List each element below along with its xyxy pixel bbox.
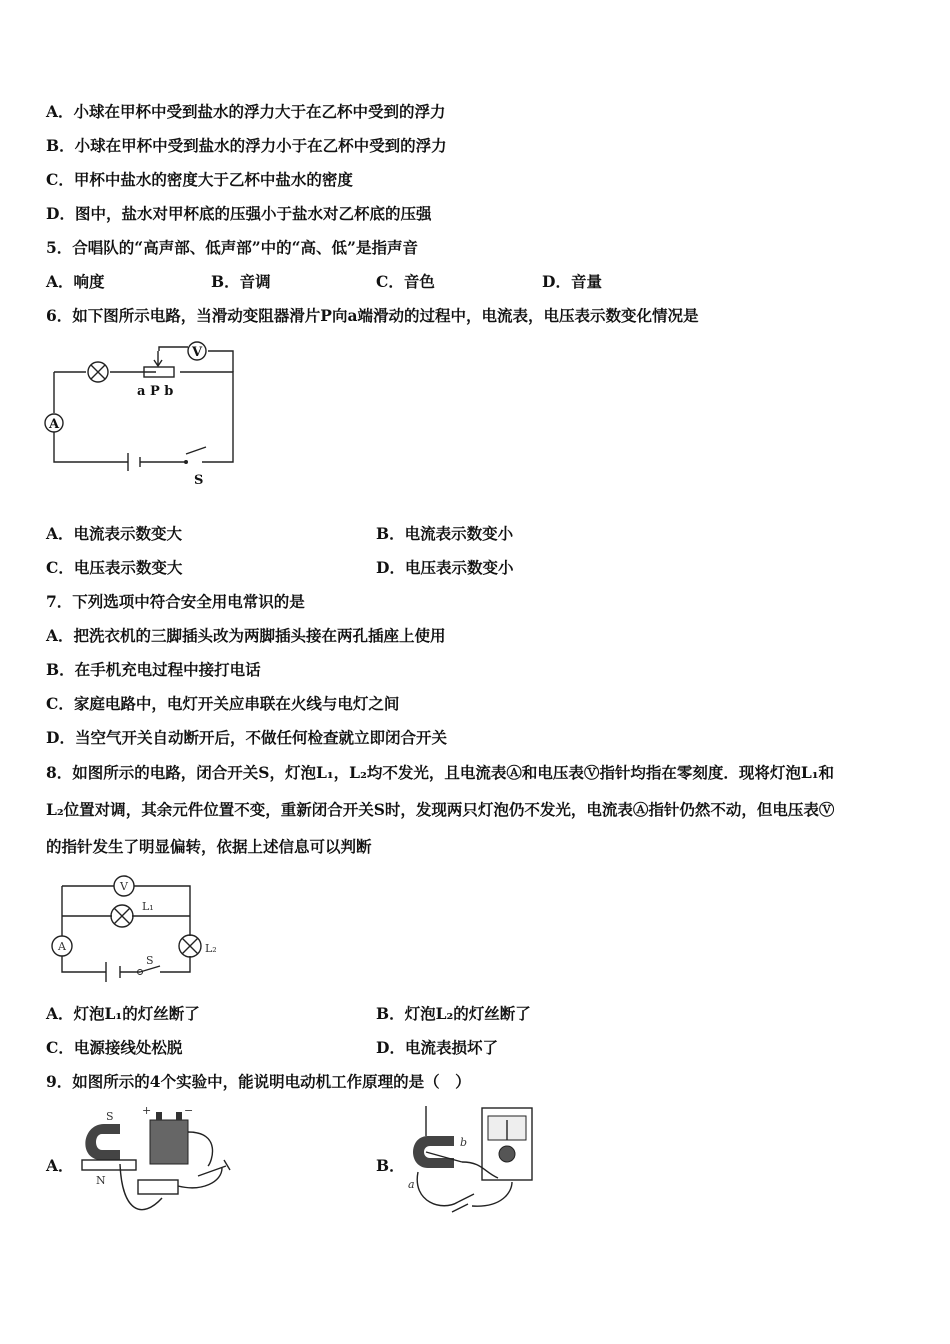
q9a-minus-label: −	[184, 1104, 194, 1117]
q8-option-a: A．灯泡L₁的灯丝断了	[46, 1004, 200, 1023]
q9a-battery-icon	[150, 1120, 188, 1164]
q6-voltmeter-label: V	[192, 345, 203, 360]
q9a-s-label: S	[106, 1110, 114, 1123]
q5-option-b: B．音调	[211, 272, 271, 291]
q9-option-a: A．	[46, 1156, 74, 1175]
q8-stem-line3: 的指针发生了明显偏转，依据上述信息可以判断	[46, 837, 372, 856]
q9-figure-a-magnet-experiment	[72, 1102, 242, 1222]
q6-switch-label: S	[194, 473, 204, 488]
q8-circuit-diagram	[40, 872, 240, 992]
q8-option-d: D．电流表损坏了	[376, 1038, 498, 1057]
q8-voltmeter-label: V	[120, 880, 128, 893]
q8-option-b: B．灯泡L₂的灯丝断了	[376, 1004, 531, 1023]
q9b-horseshoe-magnet-icon	[413, 1136, 454, 1168]
q9-option-b: B．	[376, 1156, 405, 1175]
q6-option-a: A．电流表示数变大	[46, 524, 183, 543]
q8-option-c: C．电源接线处松脱	[46, 1038, 183, 1057]
q9b-b-label: b	[460, 1136, 468, 1149]
q6-option-d: D．电压表示数变小	[376, 558, 514, 577]
q5-stem: 5．合唱队的“高声部、低声部”中的“高、低”是指声音	[46, 238, 418, 257]
q9a-plus-label: +	[142, 1104, 152, 1117]
q5-option-c: C．音色	[376, 272, 435, 291]
q4-option-b: B．小球在甲杯中受到盐水的浮力小于在乙杯中受到的浮力	[46, 136, 447, 155]
q9b-a-label: a	[408, 1178, 415, 1191]
q5-option-d: D．音量	[542, 272, 602, 291]
q6-ammeter-label: A	[49, 417, 60, 432]
q5-option-a: A．响度	[46, 272, 105, 291]
q9-stem: 9．如图所示的4个实验中，能说明电动机工作原理的是（ ）	[46, 1072, 471, 1091]
q6-stem: 6．如下图所示电路，当滑动变阻器滑片P向a端滑动的过程中，电流表，电压表示数变化情况是	[46, 306, 699, 325]
q6-option-b: B．电流表示数变小	[376, 524, 514, 543]
q9a-n-label: N	[96, 1174, 106, 1187]
q8-ammeter-label: A	[58, 940, 66, 953]
q9b-galvanometer-icon	[499, 1146, 515, 1162]
q9a-horseshoe-magnet-icon	[85, 1124, 120, 1160]
q6-apb-label: a P b	[137, 384, 174, 399]
q7-option-c: C．家庭电路中，电灯开关应串联在火线与电灯之间	[46, 694, 400, 713]
q7-stem: 7．下列选项中符合安全用电常识的是	[46, 592, 305, 611]
q7-option-a: A．把洗衣机的三脚插头改为两脚插头接在两孔插座上使用	[46, 626, 446, 645]
q8-stem-line2: L₂位置对调，其余元件位置不变，重新闭合开关S时，发现两只灯泡仍不发光，电流表Ⓐ指针仍然不动，但电压表Ⓥ	[46, 800, 835, 819]
q8-battery-icon	[106, 962, 120, 982]
q4-option-d: D．图中，盐水对甲杯底的压强小于盐水对乙杯底的压强	[46, 204, 432, 223]
q8-switch-label: S	[146, 954, 154, 967]
q6-option-c: C．电压表示数变大	[46, 558, 183, 577]
q9a-switch-icon	[198, 1160, 230, 1176]
q7-option-b: B．在手机充电过程中接打电话	[46, 660, 261, 679]
q9a-rheostat-icon	[138, 1180, 178, 1194]
q4-option-a: A．小球在甲杯中受到盐水的浮力大于在乙杯中受到的浮力	[46, 102, 446, 121]
q7-option-d: D．当空气开关自动断开后，不做任何检查就立即闭合开关	[46, 728, 447, 747]
q6-battery-icon	[128, 453, 140, 471]
q8-stem-line1: 8．如图所示的电路，闭合开关S，灯泡L₁，L₂均不发光，且电流表Ⓐ和电压表Ⓥ指针均指在零刻度．现将灯泡L₁和	[46, 763, 835, 782]
q4-option-c: C．甲杯中盐水的密度大于乙杯中盐水的密度	[46, 170, 353, 189]
q8-l1-label: L₁	[142, 900, 154, 913]
q9-figure-b-galvanometer-experiment	[402, 1102, 542, 1222]
q8-l2-label: L₂	[205, 942, 217, 955]
q6-circuit-diagram	[40, 335, 250, 495]
